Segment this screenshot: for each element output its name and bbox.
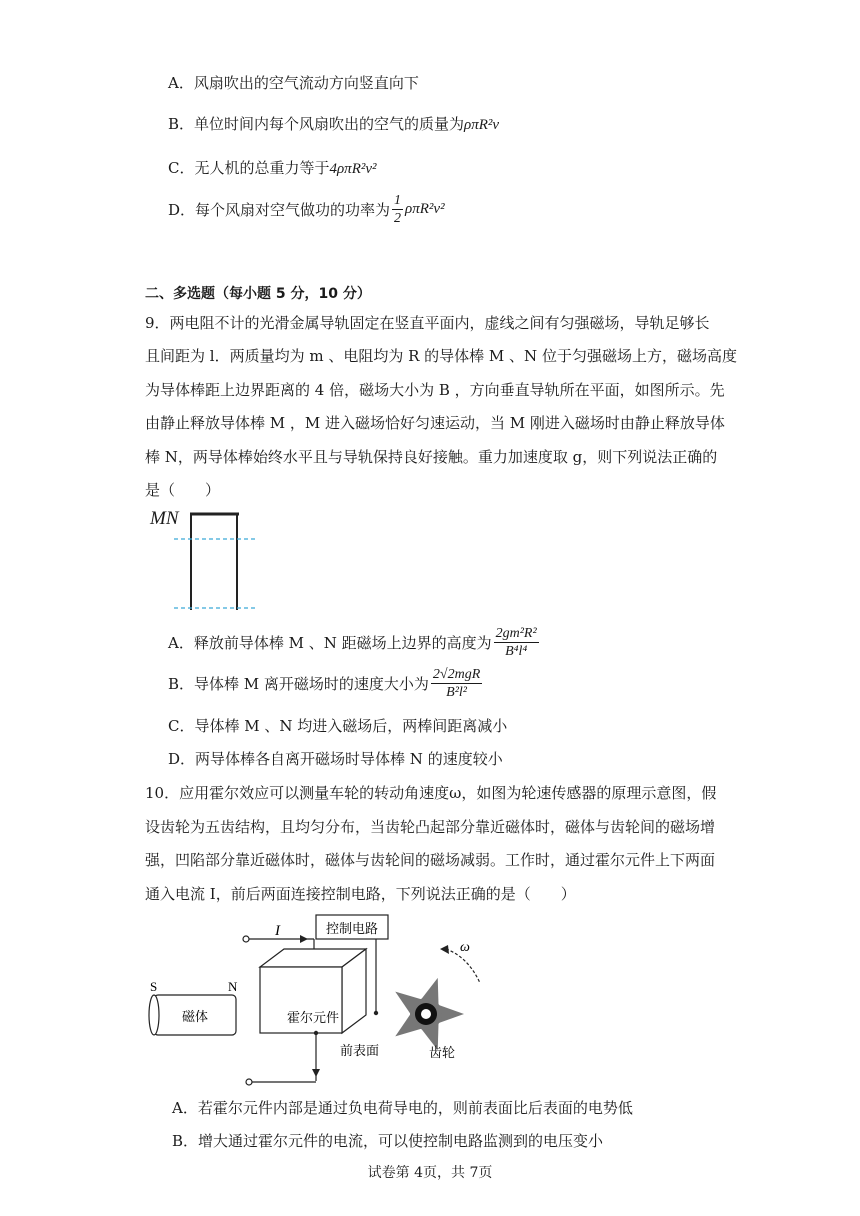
output-current-arrow — [312, 1069, 320, 1077]
q9-line-3: 为导体棒距上边界距离的 4 倍，磁场大小为 B ，方向垂直导轨所在平面，如图所示。先 — [145, 381, 725, 399]
q9-line-4: 由静止释放导体棒 M ，M 进入磁场恰好匀速运动，当 M 刚进入磁场时由静止释放导体 — [145, 414, 725, 432]
q9-line-5: 棒 N，两导体棒始终水平且与导轨保持良好接触。重力加速度取 g，则下列说法正确的 — [145, 448, 718, 466]
q9-rail-diagram — [150, 508, 270, 618]
north-pole-label: N — [228, 979, 238, 994]
magnet-label: 磁体 — [182, 1010, 209, 1025]
q9-line-6: 是（ ） — [145, 481, 221, 499]
q9-option-c: C．导体棒 M 、N 均进入磁场后，两棒间距离减小 — [168, 717, 508, 735]
gear-label: 齿轮 — [429, 1046, 456, 1061]
q10-line-1: 10．应用霍尔效应可以测量车轮的转动角速度ω，如图为轮速传感器的原理示意图，假 — [145, 784, 717, 802]
current-arrow — [300, 935, 308, 943]
omega-label: ω — [460, 940, 470, 955]
hall-element-label: 霍尔元件 — [287, 1011, 340, 1026]
input-terminal — [243, 936, 249, 942]
south-pole-label: S — [150, 979, 158, 994]
q10-line-3: 强，凹陷部分靠近磁体时，磁体与齿轮间的磁场减弱。工作时，通过霍尔元件上下两面 — [145, 851, 716, 869]
q9-option-b: B．导体棒 M 离开磁场时的速度大小为 $\frac{\text{2√2mgR}}{\text{B²l²}}$ — [168, 667, 481, 700]
section-title: 二、多选题（每小题 5 分，10 分） — [145, 286, 371, 302]
q8-option-d: D．每个风扇对空气做功的功率为 $\frac{1}{2}$ ρπR²v² — [168, 193, 445, 226]
q8-option-a: A．风扇吹出的空气流动方向竖直向下 — [168, 74, 419, 92]
q8-option-c: C．无人机的总重力等于4ρπR²v² — [168, 159, 377, 177]
q9-option-d: D．两导体棒各自离开磁场时导体棒 N 的速度较小 — [168, 750, 503, 768]
page-footer: 试卷第 4页，共 7页 — [367, 1165, 493, 1181]
q10-option-b: B．增大通过霍尔元件的电流，可以使控制电路监测到的电压变小 — [172, 1132, 604, 1150]
q10-line-2: 设齿轮为五齿结构，且均匀分布，当齿轮凸起部分靠近磁体时，磁体与齿轮间的磁场增 — [145, 818, 716, 836]
q8-option-b: B．单位时间内每个风扇吹出的空气的质量为ρπR²v — [168, 115, 500, 133]
fraction-one-half: $\frac{1}{2}$ — [394, 193, 402, 226]
q9-line-1: 9．两电阻不计的光滑金属导轨固定在竖直平面内，虚线之间有匀强磁场，导轨足够长 — [145, 314, 710, 332]
hall-sensor-diagram — [140, 905, 540, 1095]
q9-line-2: 且间距为 l．两质量均为 m 、电阻均为 R 的导体棒 M 、N 位于匀强磁场上方，磁场高度 — [145, 347, 737, 365]
gear-icon — [389, 975, 464, 1053]
output-terminal — [246, 1079, 252, 1085]
control-circuit-label: 控制电路 — [325, 922, 379, 937]
rotation-arrow — [440, 945, 449, 954]
current-label: I — [275, 923, 280, 939]
q9-option-a: A．释放前导体棒 M 、N 距磁场上边界的高度为 $\frac{\text{2gm²R²}}{\text{B⁴l⁴}}$ — [168, 626, 537, 659]
q10-line-4: 通入电流 I，前后两面连接控制电路，下列说法正确的是（ ） — [145, 885, 576, 903]
front-surface-label: 前表面 — [340, 1044, 380, 1059]
q9-figure-label: MN — [150, 508, 179, 529]
q10-option-a: A．若霍尔元件内部是通过负电荷导电的，则前表面比后表面的电势低 — [172, 1099, 633, 1117]
